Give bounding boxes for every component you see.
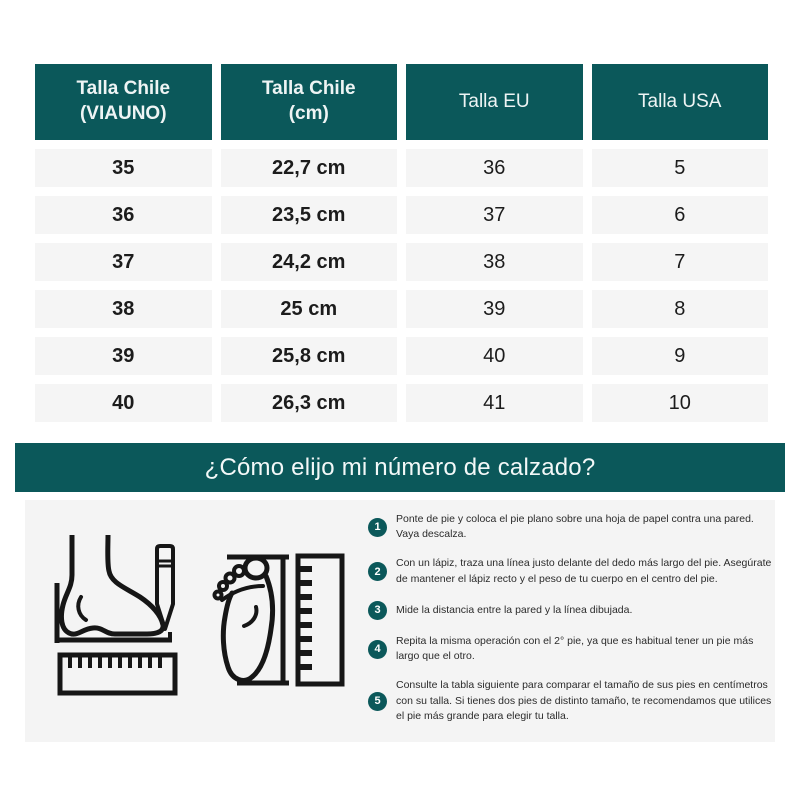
cell-eu-size: 39 <box>406 290 583 328</box>
cell-usa-size: 5 <box>592 149 769 187</box>
cell-chile-size: 36 <box>35 196 212 234</box>
step-text: Mide la distancia entre la pared y la línea dibujada. <box>396 603 633 616</box>
header-line1: Talla USA <box>638 90 722 112</box>
list-item <box>368 634 772 664</box>
list-item <box>368 601 772 620</box>
list-item <box>368 678 772 724</box>
foot-measure-side-icon <box>50 533 180 703</box>
cell-usa-size: 9 <box>592 337 769 375</box>
cell-chile-size: 40 <box>35 384 212 422</box>
step-number-badge: 1 <box>368 518 387 537</box>
cell-usa-size: 7 <box>592 243 769 281</box>
column-header-talla-chile-viauno <box>35 64 212 140</box>
cell-cm-size: 25 cm <box>221 290 398 328</box>
step-number-badge: 5 <box>368 692 387 711</box>
cell-cm-size: 24,2 cm <box>221 243 398 281</box>
header-line1: Talla Chile <box>261 78 356 100</box>
cell-chile-size: 38 <box>35 290 212 328</box>
step-number-badge: 4 <box>368 640 387 659</box>
column-header-talla-chile-cm <box>221 64 398 140</box>
cell-cm-size: 23,5 cm <box>221 196 398 234</box>
column-header-talla-eu <box>406 64 583 140</box>
size-conversion-table <box>35 64 768 422</box>
header-line2: (VIAUNO) <box>79 103 167 124</box>
header-line2: (cm) <box>288 103 329 124</box>
cell-eu-size: 37 <box>406 196 583 234</box>
foot-measure-sole-icon <box>210 547 355 697</box>
step-text: Ponte de pie y coloca el pie plano sobre una hoja de papel contra una pared. Vaya descalza. <box>396 513 754 541</box>
step-text: Con un lápiz, traza una línea justo delante del dedo más largo del pie. Asegúrate de mantener el lápiz recto y el peso de tu cuerpo en el centro del pie. <box>396 557 772 585</box>
cell-cm-size: 22,7 cm <box>221 149 398 187</box>
cell-chile-size: 37 <box>35 243 212 281</box>
cell-cm-size: 25,8 cm <box>221 337 398 375</box>
instruction-steps-list <box>368 512 772 724</box>
header-line1: Talla EU <box>458 90 530 112</box>
cell-cm-size: 26,3 cm <box>221 384 398 422</box>
cell-eu-size: 36 <box>406 149 583 187</box>
instructions-section <box>25 500 775 742</box>
list-item <box>368 556 772 586</box>
cell-chile-size: 39 <box>35 337 212 375</box>
cell-chile-size: 35 <box>35 149 212 187</box>
cell-usa-size: 8 <box>592 290 769 328</box>
cell-usa-size: 6 <box>592 196 769 234</box>
list-item <box>368 512 772 542</box>
column-header-talla-usa <box>592 64 769 140</box>
step-text: Repita la misma operación con el 2° pie, ya que es habitual tener un pie más largo que el otro. <box>396 634 754 663</box>
cell-eu-size: 41 <box>406 384 583 422</box>
step-text: Consulte la tabla siguiente para comparar el tamaño de sus pies en centímetros con su talla. Si tienes dos pies de distinto tamaño, te recomendamos que utilices el pie más grande para elegir tu talla. <box>396 679 772 722</box>
section-title-banner <box>15 443 785 492</box>
header-line1: Talla Chile <box>76 78 171 100</box>
step-number-badge: 3 <box>368 601 387 620</box>
cell-usa-size: 10 <box>592 384 769 422</box>
cell-eu-size: 38 <box>406 243 583 281</box>
cell-eu-size: 40 <box>406 337 583 375</box>
step-number-badge: 2 <box>368 562 387 581</box>
section-title: ¿Cómo elijo mi número de calzado? <box>204 453 596 481</box>
